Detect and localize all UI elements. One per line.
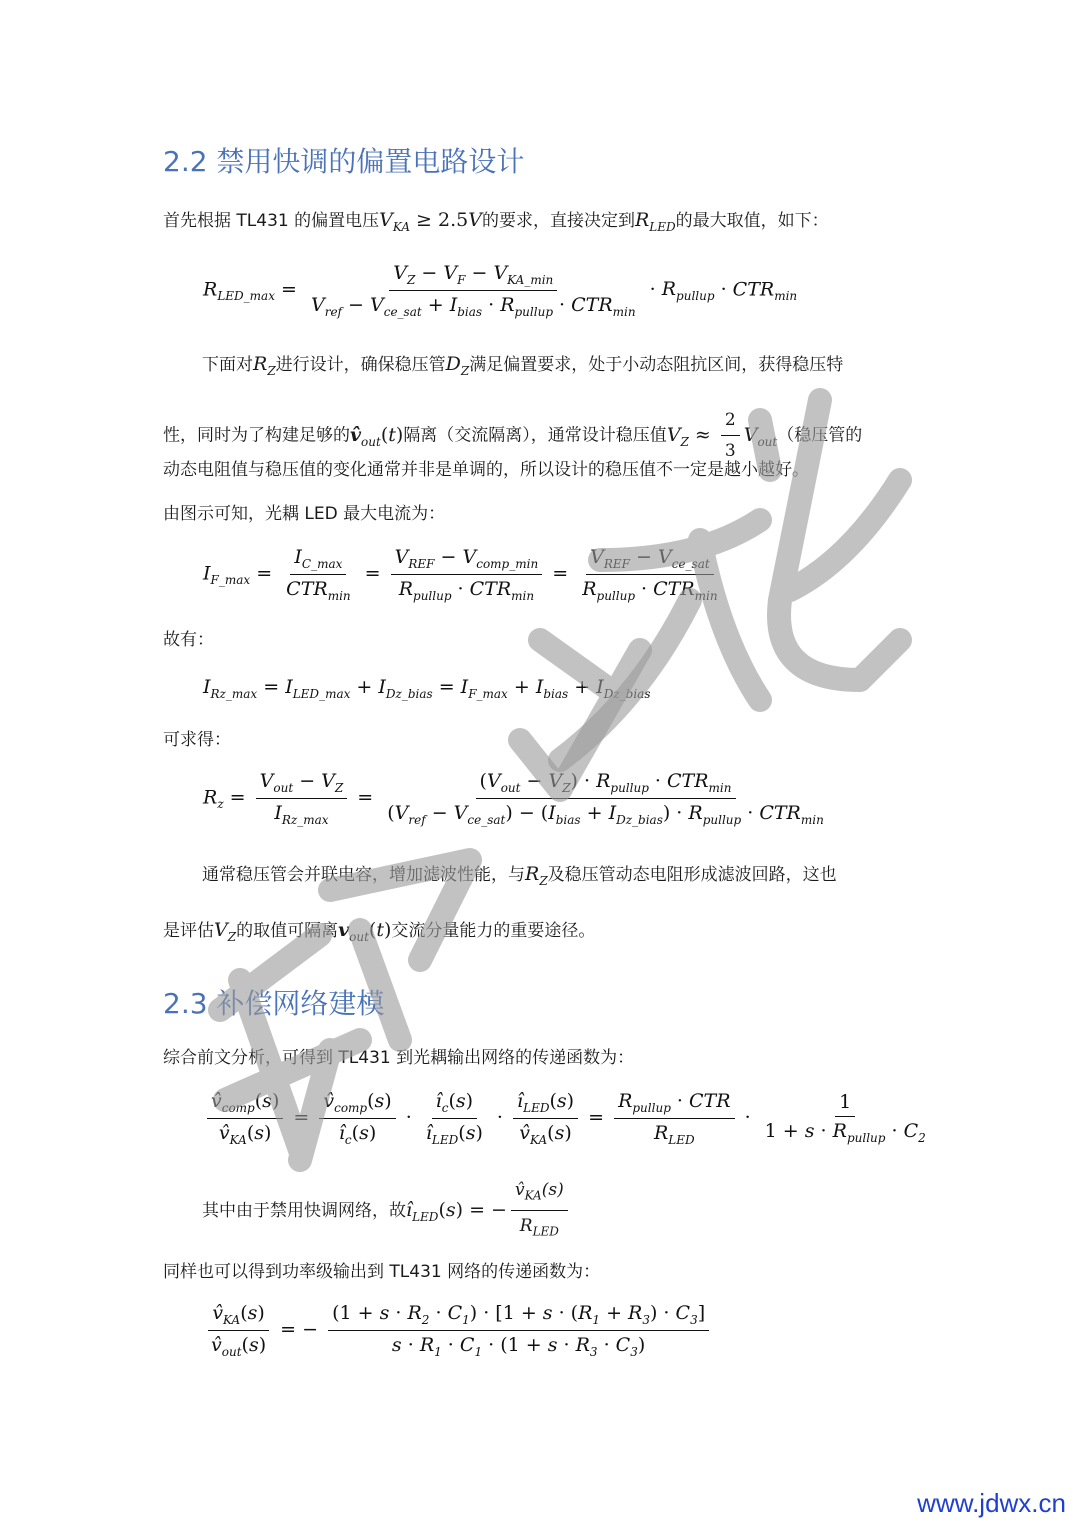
formula-rled: $R_{LED}$: [634, 209, 676, 234]
formula-dz: $D_Z$: [445, 353, 470, 378]
text-span: 其中由于禁用快调网络，故: [202, 1200, 406, 1221]
paragraph-6: 故有：: [163, 630, 214, 650]
formula-rz-2: $R_Z$: [525, 863, 548, 888]
equation-irz-max: $I_{Rz\_max} = I_{LED\_max} + I_{Dz\_bias} = I_{F\_max} + I_{bias} + I_{Dz\_bias}$: [203, 676, 651, 701]
text-span: 及稳压管动态电阻形成滤波回路，这也: [547, 865, 837, 885]
text-span: 是评估: [163, 921, 214, 941]
paragraph-9: [163, 918, 595, 949]
footer-url[interactable]: www.jdwx.cn: [917, 1488, 1066, 1518]
section-title-2-2: 2.2 禁用快调的偏置电路设计: [163, 145, 525, 178]
equation-transfer-ka: $\frac{v̂_{KA}(s)}{v̂_{out}(s)}$ = − $\frac{(1 + s \cdot R_2 \cdot C_1) \cdot [1 + s \cdot (R_1 + R_3) \cdot C_3]}{s \cdot R_1 \cdot C_1 \cdot (1 + s \cdot R_3 \cdot C_3)}$: [203, 1302, 713, 1359]
paragraph-1: [163, 208, 829, 239]
text-span: 下面对: [202, 355, 253, 375]
paragraph-2: [202, 352, 843, 383]
paragraph-12: 同样也可以得到功率级输出到 TL431 网络的传递函数为：: [163, 1262, 601, 1282]
text-span: 的取值可隔离: [236, 921, 339, 941]
equation-transfer-comp: $\frac{v̂_{comp}(s)}{v̂_{KA}(s)}$ = $\frac{v̂_{comp}(s)}{î_c(s)}$ · $\frac{î_c(s)}{î_{LED}(s)}$ · $\frac{î_{LED}(s)}{v̂_{KA}(s)}$ = $\frac{R_{pullup} \cdot CTR}{R_{LED}}$ · $\frac{1}{1 + s \cdot R_{pullup} \cdot C_2}$: [203, 1090, 934, 1147]
formula-vka: $V_{KA} \ge 2.5V$: [379, 209, 482, 234]
text-span: 首先根据 TL431 的偏置电压: [163, 211, 380, 231]
paragraph-10: 综合前文分析，可得到 TL431 到光耦输出网络的传递函数为：: [163, 1048, 635, 1068]
text-span: 满足偏置要求，处于小动态阻抗区间，获得稳压特: [469, 355, 844, 375]
text-span: 的最大取值，如下：: [675, 211, 829, 231]
formula-vout-t: $v_{out}(t)$: [338, 919, 392, 944]
text-span: 性，同时为了构建足够的: [163, 425, 350, 446]
formula-rz: $R_Z$: [253, 353, 276, 378]
equation-if-max: $I_{F\_max}$ = $\frac{I_{C\_max}}{CTR_{min}}$ = $\frac{V_{REF} - V_{comp\_min}}{R_{pullup} \cdot CTR_{min}}$ = $\frac{V_{REF} - V_{ce\_sat}}{R_{pullup} \cdot CTR_{min}}$: [203, 546, 718, 603]
paragraph-3: [163, 408, 862, 463]
formula-vout-hat: $v̂_{out}(t)$: [350, 423, 404, 449]
paragraph-11: [202, 1178, 572, 1244]
paragraph-7: 可求得：: [163, 730, 231, 750]
text-span: 通常稳压管会并联电容，增加滤波性能，与: [202, 865, 525, 885]
paragraph-4: 动态电阻值与稳压值的变化通常并非是单调的，所以设计的稳压值不一定是越小越好。: [163, 460, 809, 480]
formula-iled-hat: $î_{LED}(s)$ = − $\frac{v̂_{KA}(s)}{R_{LED}}$: [406, 1199, 572, 1221]
text-span: 交流分量能力的重要途径。: [391, 921, 596, 941]
text-span: 进行设计，确保稳压管: [275, 355, 446, 375]
text-span: 隔离（交流隔离），通常设计稳压值: [403, 425, 667, 446]
text-span: 的要求，直接决定到: [481, 211, 635, 231]
section-title-2-3: 2.3 补偿网络建模: [163, 987, 385, 1020]
equation-rz: $R_z$ = $\frac{V_{out} - V_Z}{I_{Rz\_max}}$ = $\frac{(V_{out} - V_Z) \cdot R_{pullup} \cdot CTR_{min}}{(V_{ref} - V_{ce\_sat}) - (I_{bias} + I_{Dz\_bias}) \cdot R_{pullup} \cdot CTR_{min}}$: [203, 770, 824, 827]
equation-rled-max: $R_{LED\_max}$ = $\frac{V_Z - V_F - V_{KA\_min}}{V_{ref} - V_{ce\_sat} + I_{bias} \cdot R_{pullup} \cdot CTR_{min}}$ · $R_{pullup} \cdot CTR_{min}$: [203, 262, 798, 319]
paragraph-8: [202, 862, 837, 893]
paragraph-5: 由图示可知，光耦 LED 最大电流为：: [163, 504, 446, 524]
formula-vz-approx: $V_Z$ ≈ $\frac{2}{3}$ $V_{out}$: [666, 410, 778, 461]
text-span: （稳压管的: [777, 425, 863, 446]
formula-vz-2: $V_Z$: [214, 919, 237, 944]
